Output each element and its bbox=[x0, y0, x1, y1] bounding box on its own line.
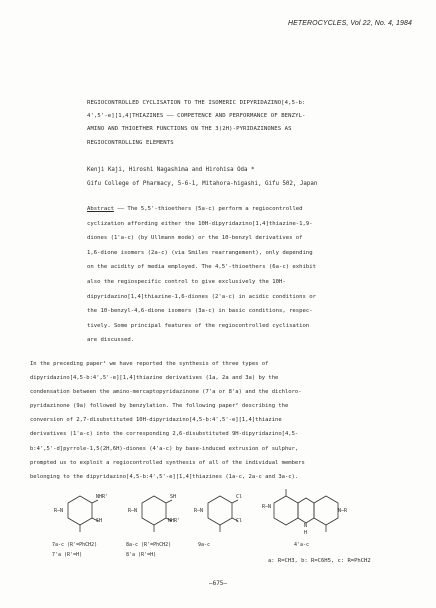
abstract-line: the 10-benzyl-4,6-dione isomers (3a-c) in basic conditions, respec- bbox=[87, 308, 313, 315]
structure-caption: 7'a (R'=H) bbox=[52, 552, 83, 558]
body-line: derivatives (1'a-c) into the corresponding 2,6-disubstituted 9H-dipyridazino[4,5- bbox=[30, 431, 299, 438]
abstract-line: also the regiospecific control to give exclusively the 10H- bbox=[87, 278, 286, 285]
substituent-legend: a: R=CH3, b: R=C6H5, c: R=PhCH2 bbox=[268, 558, 371, 564]
abstract-label: Abstract bbox=[87, 206, 114, 212]
page-number: —675— bbox=[208, 580, 228, 587]
structure-label: N–R bbox=[338, 508, 348, 514]
abstract-text: —— The 5,5'-thioethers (5a-c) perform a regiocontrolled bbox=[113, 206, 303, 212]
body-line: condensation between the amino-mercaptopyridazinone (7'a or 8'a) and the dichloro- bbox=[30, 389, 302, 396]
title-line: 4',5'-e][1,4]THIAZINES —— COMPETENCE AND PERFORMANCE OF BENZYL- bbox=[87, 113, 306, 120]
article-title bbox=[87, 97, 407, 150]
structure-label: R–N bbox=[54, 508, 64, 514]
structure-label: SH bbox=[170, 494, 177, 500]
body-line: conversion of 2,7-disubstituted 10H-dipyridazino[4,5-b:4',5'-e][1,4]thiazine bbox=[30, 417, 282, 424]
body-line: belonging to the dipyridazino[4,5-b:4',5'-e][1,4]thiazines (1a-c, 2a-c and 3a-c). bbox=[30, 473, 299, 480]
structure-caption: 8a-c (R'=PhCH2) bbox=[126, 542, 172, 548]
abstract-line: diones (1'a-c) (by Ullmann mode) or the 10-benzyl derivatives of bbox=[87, 235, 303, 242]
structure-9 bbox=[190, 488, 250, 568]
body-line: prompted us to exploit a regiocontrolled synthesis of all of the individual members bbox=[30, 459, 305, 466]
structure-label: R–N bbox=[128, 508, 138, 514]
structure-4 bbox=[256, 486, 356, 566]
journal-header: HETEROCYCLES, Vol 22, No. 4, 1984 bbox=[287, 20, 412, 27]
structure-7 bbox=[40, 488, 120, 568]
body-line: b:4',5'-d]pyrrole-1,5(2H,6H)-diones (4'a-c) by base-induced extrusion of sulphur, bbox=[30, 445, 299, 452]
affiliation: Gifu College of Pharmacy, 5-6-1, Mitahora-higashi, Gifu 502, Japan bbox=[87, 181, 318, 187]
structure-label: H bbox=[304, 530, 308, 536]
abstract-line: tively. Some principal features of the regiocontrolled cyclisation bbox=[87, 322, 310, 329]
structure-label: Cl bbox=[236, 518, 243, 524]
structure-caption: 7a-c (R'=PhCH2) bbox=[52, 542, 98, 548]
structure-caption: 4'a-c bbox=[294, 542, 310, 548]
abstract bbox=[87, 202, 412, 348]
structure-label: N bbox=[304, 523, 308, 529]
abstract-line: cyclization affording either the 10H-dipyridazino[1,4]thiazine-1,9- bbox=[87, 220, 313, 227]
abstract-line: dipyridazino[1,4]thiazine-1,6-diones (2'a-c) in acidic conditions or bbox=[87, 293, 317, 300]
title-line: REGIOCONTROLLING ELEMENTS bbox=[87, 139, 174, 146]
title-line: AMINO AND THIOETHER FUNCTIONS ON THE 3(2H)-PYRIDAZINONES AS bbox=[87, 126, 292, 133]
body-line: pyridazinone (9a) followed by benzylation. The following paper² describing the bbox=[30, 403, 289, 410]
body-text bbox=[30, 357, 425, 484]
title-line: REGIOCONTROLLED CYCLISATION TO THE ISOMERIC DIPYRIDAZINO[4,5-b: bbox=[87, 100, 306, 106]
structure-caption: 8'a (R'=H) bbox=[126, 552, 157, 558]
abstract-line: 1,6-dione isomers (2a-c) (via Smiles rearrangement), only depending bbox=[87, 249, 313, 256]
body-line: dipyridazino[4,5-b:4',5'-e][1,4]thiazine derivatives (1a, 2a and 3a) by the bbox=[30, 375, 279, 382]
structure-label: R–N bbox=[262, 504, 272, 510]
structure-label: Cl bbox=[236, 494, 243, 500]
abstract-line: are discussed. bbox=[87, 337, 135, 344]
structure-label: R–N bbox=[194, 508, 204, 514]
structure-caption: 9a-c bbox=[198, 542, 211, 548]
structure-8 bbox=[114, 488, 194, 568]
structure-label: NHR' bbox=[96, 494, 109, 500]
structure-label: NHR' bbox=[168, 518, 181, 524]
abstract-line bbox=[87, 202, 412, 217]
structure-label: SH bbox=[96, 518, 103, 524]
body-line: In the preceding paper¹ we have reported the synthesis of three types of bbox=[30, 361, 269, 367]
pyridazinone-ring-diagram bbox=[114, 488, 194, 538]
abstract-line: on the acidity of media employed. The 4,5'-thioethers (6a-c) exhibit bbox=[87, 264, 317, 271]
authors: Kenji Kaji, Hiroshi Nagashima and Hirohisa Oda * bbox=[87, 167, 255, 173]
